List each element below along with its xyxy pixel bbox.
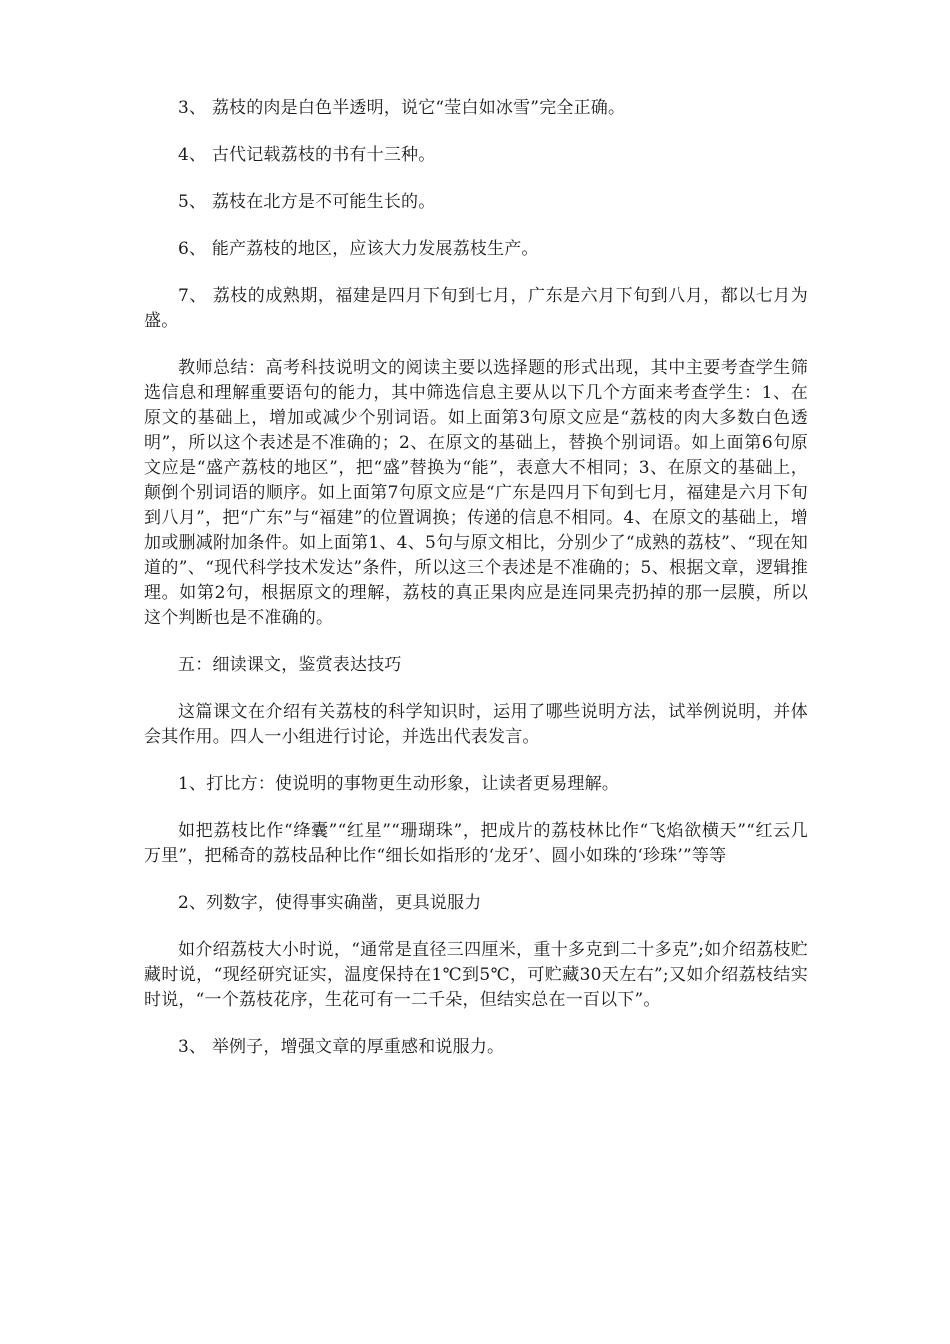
paragraph-item-3: 3、 荔枝的肉是白色半透明，说它“莹白如冰雪”完全正确。 [178,98,626,118]
method-analogy-example: 如把荔枝比作“绛囊”“红星”“珊瑚珠”，把成片的荔枝林比作“飞焰欲横天”“红云几万里”，把稀奇的荔枝品种比作“细长如指形的‘龙牙’、圆小如珠的‘珍珠’”等等 [144,821,808,866]
document-body [144,96,808,1082]
teacher-summary: 教师总结：高考科技说明文的阅读主要以选择题的形式出现，其中主要考查学生筛选信息和理解重要语句的能力，其中筛选信息主要从以下几个方面来考查学生：1、在原文的基础上，增加或减少个别词语。如上面第3句原文应是“荔枝的肉大多数白色透明”，所以这个表述是不准确的；2、在原文的基础上，替换个别词语。如上面第6句原文应是“盛产荔枝的地区”，把“盛”替换为“能”，表意大不相同；3、在原文的基础上，颠倒个别词语的顺序。如上面第7句原文应是“广东是四月下旬到七月，福建是六月下旬到八月”，把“广东”与“福建”的位置调换；传递的信息不相同。4、在原文的基础上，增加或删减附加条件。如上面第1、4、5句与原文相比，分别少了“成熟的荔枝”、“现在知道的”、“现代科学技术发达”条件，所以这三个表述是不准确的；5、根据文章，逻辑推理。如第2句，根据原文的理解，荔枝的真正果肉应是连同果壳扔掉的那一层膜，所以这个判断也是不准确的。 [144,358,808,628]
method-numbers-example: 如介绍荔枝大小时说，“通常是直径三四厘米，重十多克到二十多克”;如介绍荔枝贮藏时说，“现经研究证实，温度保持在1℃到5℃，可贮藏30天左右”;又如介绍荔枝结实时说，“一个荔枝花序，生花可有一二千朵，但结实总在一百以下”。 [144,940,808,1010]
paragraph-item-7: 7、 荔枝的成熟期，福建是四月下旬到七月，广东是六月下旬到八月，都以七月为盛。 [144,286,808,331]
paragraph-item-5: 5、 荔枝在北方是不可能生长的。 [178,192,436,212]
section-heading-five: 五：细读课文，鉴赏表达技巧 [178,655,402,675]
paragraph-item-4: 4、 古代记载荔枝的书有十三种。 [178,145,436,165]
discussion-prompt: 这篇课文在介绍有关荔枝的科学知识时，运用了哪些说明方法，试举例说明，并体会其作用。四人一小组进行讨论，并选出代表发言。 [144,702,808,747]
paragraph-item-6: 6、 能产荔枝的地区，应该大力发展荔枝生产。 [178,239,539,259]
method-examples-heading: 3、 举例子，增强文章的厚重感和说服力。 [178,1037,505,1057]
method-analogy-heading: 1、打比方：使说明的事物更生动形象，让读者更易理解。 [178,774,620,794]
method-numbers-heading: 2、列数字，使得事实确凿，更具说服力 [178,893,482,913]
